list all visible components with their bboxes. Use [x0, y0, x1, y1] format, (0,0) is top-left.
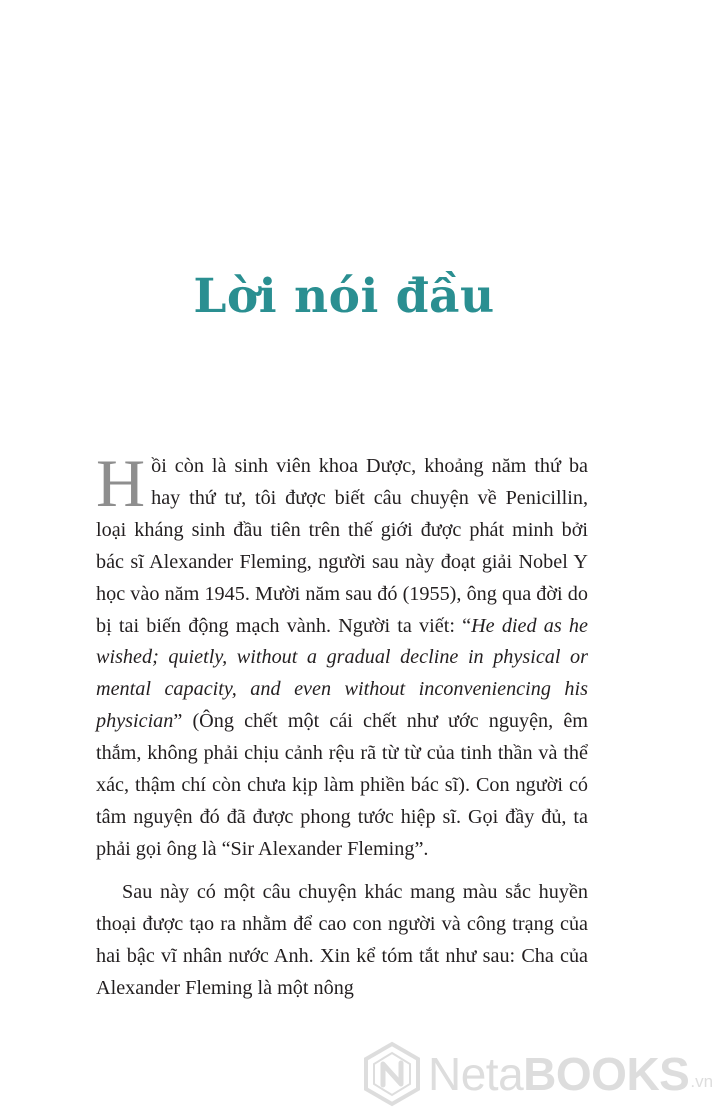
english-quote: He died as he wished; quietly, without a gradual decline in physical or mental capacity, and even without inconveniencing his physician	[96, 614, 588, 733]
paragraph-first-text-before-quote: ồi còn là sinh viên khoa Dược, khoảng năm thứ ba hay thứ tư, tôi được biết câu chuyện về Penicillin, loại kháng sinh đầu tiên trên thế giới được phát minh bởi bác sĩ Alexander Fleming, người sau này đoạt giải Nobel Y học vào năm 1945. Mười năm sau đó (1955), ông qua đời do bị tai biến động mạch vành. Người ta viết: “	[96, 455, 588, 637]
watermark-brand	[428, 1048, 690, 1100]
paragraph-first	[96, 445, 588, 866]
watermark-brand-bold: BOOKS	[523, 1048, 690, 1100]
paragraph-first-text-after-quote: ” (Ông chết một cái chết như ước nguyện, êm thắm, không phải chịu cảnh rệu rã từ từ của tinh thần và thể xác, thậm chí còn chưa kịp làm phiền bác sĩ). Con người có tâm nguyện đó đã được phong tước hiệp sĩ. Gọi đầy đủ, ta phải gọi ông là “Sir Alexander Fleming”.	[96, 710, 588, 860]
body-text	[96, 445, 588, 1004]
chapter-title: Lời nói đầu	[193, 269, 495, 324]
netabooks-logo-icon	[362, 1041, 422, 1107]
paragraph-second: Sau này có một câu chuyện khác mang màu sắc huyền thoại được tạo ra nhằm để cao con người và công trạng của hai bậc vĩ nhân nước Anh. Xin kể tóm tắt như sau: Cha của Alexander Fleming là một nông	[96, 880, 588, 999]
watermark-brand-light: Neta	[428, 1048, 524, 1100]
watermark-tld: .vn	[690, 1072, 713, 1091]
drop-cap: H	[96, 445, 146, 521]
netabooks-watermark	[362, 1040, 713, 1108]
